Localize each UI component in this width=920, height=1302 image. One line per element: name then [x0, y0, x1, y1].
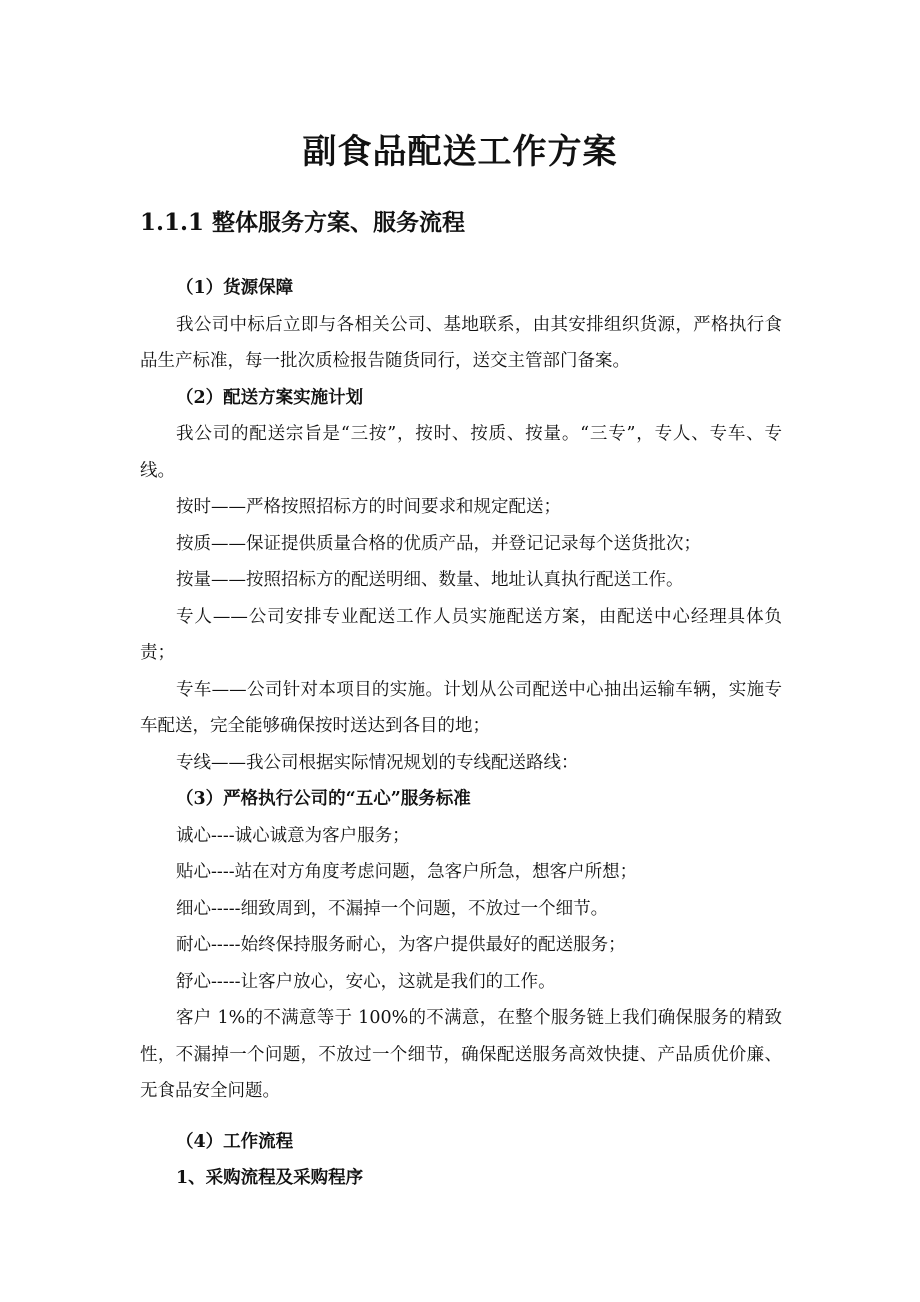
paragraph: 诚心----诚心诚意为客户服务；	[176, 825, 410, 846]
paragraph: 客户 1%的不满意等于 100%的不满意，在整个服务链上我们确保服务的精致性，不漏掉一个问题，不放过一个细节，确保配送服务高效快捷、产品质优价廉、无食品安全问题。	[140, 1008, 782, 1101]
paragraph: 专线——我公司根据实际情况规划的专线配送路线：	[176, 752, 579, 773]
paragraph: 专车——公司针对本项目的实施。计划从公司配送中心抽出运输车辆，实施专车配送，完全能够确保按时送达到各目的地；	[140, 679, 782, 736]
subheading-procurement: 1、采购流程及采购程序	[176, 1168, 364, 1188]
document-body	[140, 270, 782, 1197]
subheading-five-hearts: （3）严格执行公司的“五心”服务标准	[176, 789, 471, 809]
paragraph: 细心-----细致周到，不漏掉一个问题，不放过一个细节。	[176, 898, 609, 919]
paragraph: 专人——公司安排专业配送工作人员实施配送方案，由配送中心经理具体负责；	[140, 606, 782, 663]
subheading-supply: （1）货源保障	[176, 278, 294, 298]
subheading-workflow: （4）工作流程	[176, 1131, 294, 1152]
paragraph: 按量——按照招标方的配送明细、数量、地址认真执行配送工作。	[176, 570, 684, 590]
paragraph: 我公司中标后立即与各相关公司、基地联系，由其安排组织货源，严格执行食品生产标准，每一批次质检报告随货同行，送交主管部门备案。	[140, 314, 782, 371]
document-title: 副食品配送工作方案	[302, 132, 618, 172]
section-heading: 1.1.1 整体服务方案、服务流程	[140, 209, 466, 236]
paragraph: 我公司的配送宗旨是“三按”，按时、按质、按量。“三专”，专人、专车、专线。	[140, 424, 782, 481]
paragraph: 按质——保证提供质量合格的优质产品，并登记记录每个送货批次；	[176, 533, 701, 554]
spacer	[140, 1110, 782, 1124]
paragraph: 耐心-----始终保持服务耐心，为客户提供最好的配送服务；	[176, 935, 626, 955]
subheading-delivery-plan: （2）配送方案实施计划	[176, 387, 364, 408]
paragraph: 按时——严格按照招标方的时间要求和规定配送；	[176, 497, 561, 517]
paragraph: 贴心----站在对方角度考虑问题，急客户所急，想客户所想；	[176, 862, 638, 882]
paragraph: 舒心-----让客户放心，安心，这就是我们的工作。	[176, 971, 556, 992]
